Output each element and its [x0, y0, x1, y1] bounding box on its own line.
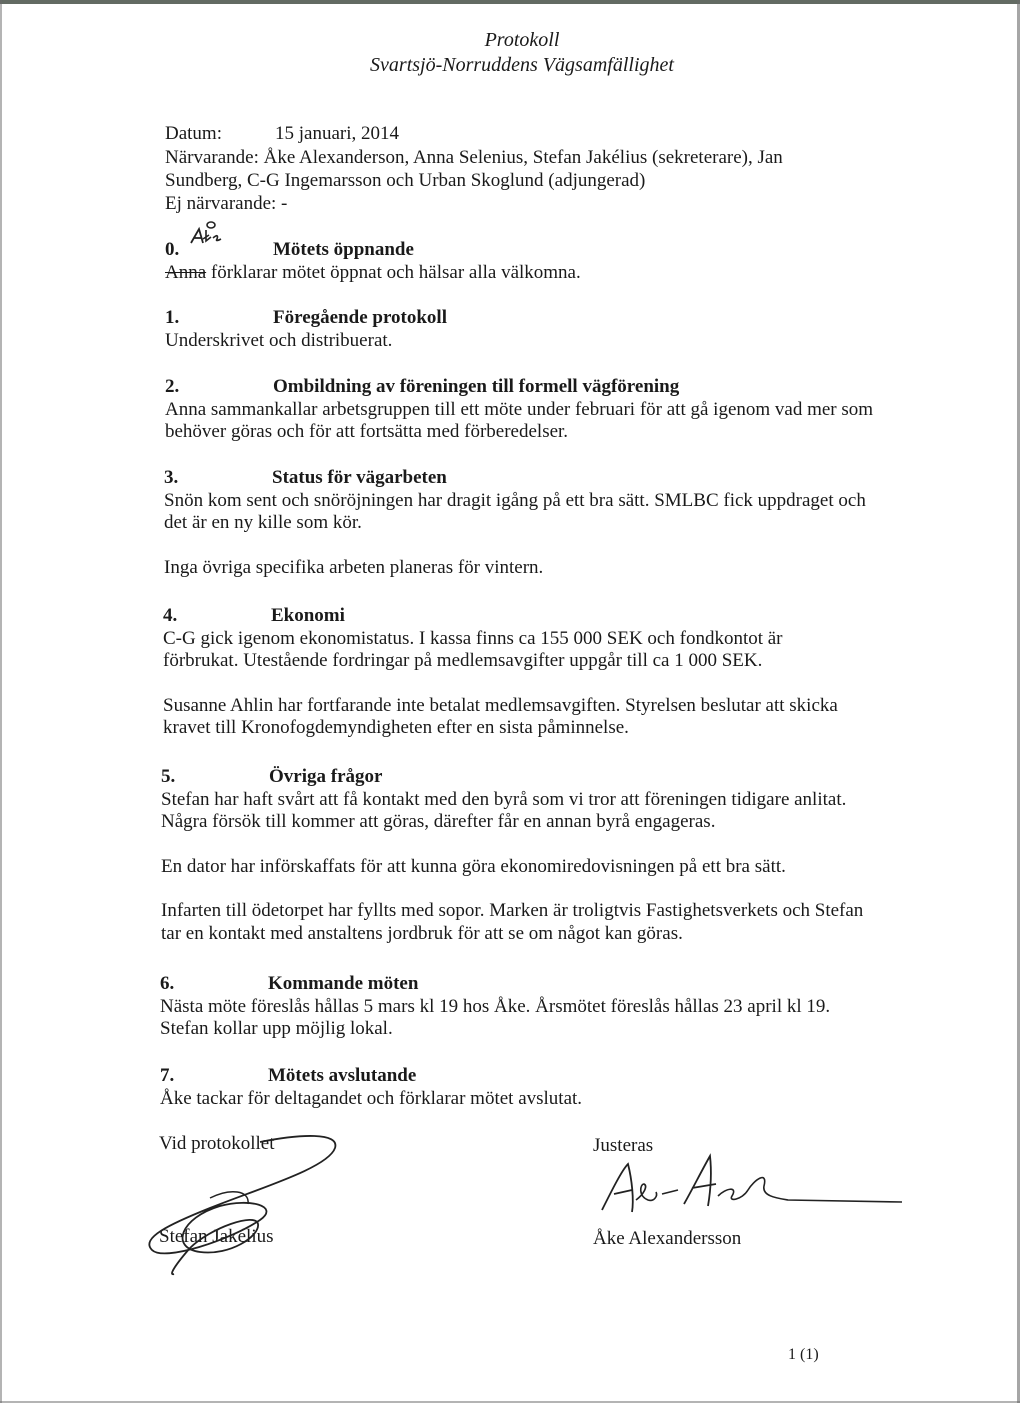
- section-number: 1.: [165, 307, 180, 328]
- section-number: 4.: [163, 605, 178, 626]
- absentees-line: Ej närvarande: -: [165, 193, 288, 214]
- section-7: [160, 1065, 582, 1110]
- section-text: Några försök till kommer att göras, därefter får en annan byrå engageras.: [161, 811, 716, 832]
- section-3: [164, 467, 866, 579]
- section-text: förbrukat. Utestående fordringar på medlemsavgifter uppgår till ca 1 000 SEK.: [163, 650, 763, 671]
- section-text: kravet till Kronofogdemyndigheten efter en sista påminnelse.: [163, 717, 629, 738]
- section-number: 6.: [160, 973, 175, 994]
- section-text: behöver göras och för att fortsätta med förberedelser.: [165, 421, 569, 442]
- date-value: 15 januari, 2014: [275, 123, 400, 144]
- section-text: Anna sammankallar arbetsgruppen till ett möte under februari för att gå igenom vad mer som: [165, 398, 874, 420]
- handwritten-signature-left: [140, 1128, 350, 1278]
- section-title: Mötets avslutande: [268, 1065, 417, 1086]
- section-number: 3.: [164, 467, 179, 488]
- document-title: Protokoll: [484, 29, 560, 51]
- attendees-line-1: Närvarande: Åke Alexanderson, Anna Selenius, Stefan Jakélius (sekreterare), Jan: [165, 147, 783, 168]
- section-text: C-G gick igenom ekonomistatus. I kassa finns ca 155 000 SEK och fondkontot är: [163, 627, 783, 649]
- document-subtitle: Svartsjö-Norruddens Vägsamfällighet: [370, 54, 674, 76]
- section-number: 0.: [165, 239, 180, 260]
- scan-edge-top: [0, 0, 1020, 4]
- date-label: Datum:: [165, 123, 222, 144]
- page-number: 1 (1): [788, 1346, 819, 1363]
- signature-label-left: Vid protokollet: [159, 1133, 275, 1154]
- section-title: Ekonomi: [271, 605, 345, 626]
- section-text: det är en ny kille som kör.: [164, 512, 362, 533]
- section-text: Nästa möte föreslås hållas 5 mars kl 19 hos Åke. Årsmötet föreslås hållas 23 april kl 19.: [160, 995, 831, 1017]
- section-title: Mötets öppnande: [273, 239, 414, 260]
- section-title: Övriga frågor: [269, 766, 383, 787]
- section-title: Status för vägarbeten: [272, 467, 447, 488]
- signer-name-left: Stefan Jakélius: [159, 1226, 274, 1247]
- section-text: En dator har införskaffats för att kunna göra ekonomiredovisningen på ett bra sätt.: [161, 855, 786, 877]
- section-text: Stefan kollar upp möjlig lokal.: [160, 1018, 393, 1039]
- signer-name-right: Åke Alexandersson: [593, 1228, 742, 1249]
- section-title: Föregående protokoll: [273, 307, 447, 328]
- signature-label-right: Justeras: [593, 1135, 654, 1156]
- section-1: [165, 307, 447, 352]
- handwritten-ake-note: [187, 217, 237, 261]
- section-number: 2.: [165, 376, 180, 397]
- section-title: Ombildning av föreningen till formell vägförening: [273, 376, 680, 397]
- section-text: Inga övriga specifika arbeten planeras för vintern.: [164, 556, 544, 578]
- section-6: [160, 973, 830, 1041]
- section-text: Stefan har haft svårt att få kontakt med den byrå som vi tror att föreningen tidigare anlitat.: [161, 788, 847, 810]
- section-text: Åke tackar för deltagandet och förklarar mötet avslutat.: [160, 1087, 583, 1109]
- section-number: 5.: [161, 766, 176, 787]
- attendees-line-2: Sundberg, C-G Ingemarsson och Urban Skoglund (adjungerad): [165, 170, 646, 191]
- section-4: [163, 605, 838, 740]
- section-text: Underskrivet och distribuerat.: [165, 329, 393, 351]
- section-text: Infarten till ödetorpet har fyllts med sopor. Marken är troligtvis Fastighetsverkets och Stefan: [161, 900, 864, 921]
- section-0: [165, 239, 581, 284]
- section-text: Susanne Ahlin har fortfarande inte betalat medlemsavgiften. Styrelsen beslutar att skicka: [163, 694, 838, 716]
- section-text: Snön kom sent och snöröjningen har dragit igång på ett bra sätt. SMLBC fick uppdraget och: [164, 489, 866, 511]
- section-text: Anna förklarar mötet öppnat och hälsar alla välkomna.: [165, 261, 581, 283]
- handwritten-signature-right: [592, 1150, 912, 1230]
- section-title: Kommande möten: [268, 973, 419, 994]
- struck-name: Anna: [165, 261, 207, 283]
- document-header: [0, 28, 1020, 78]
- section-2: [165, 376, 873, 444]
- scan-edge-left: [0, 0, 2, 1403]
- section-number: 7.: [160, 1065, 175, 1086]
- section-5: [161, 766, 863, 945]
- section-text: tar en kontakt med anstaltens jordbruk för att se om något kan göras.: [161, 922, 683, 944]
